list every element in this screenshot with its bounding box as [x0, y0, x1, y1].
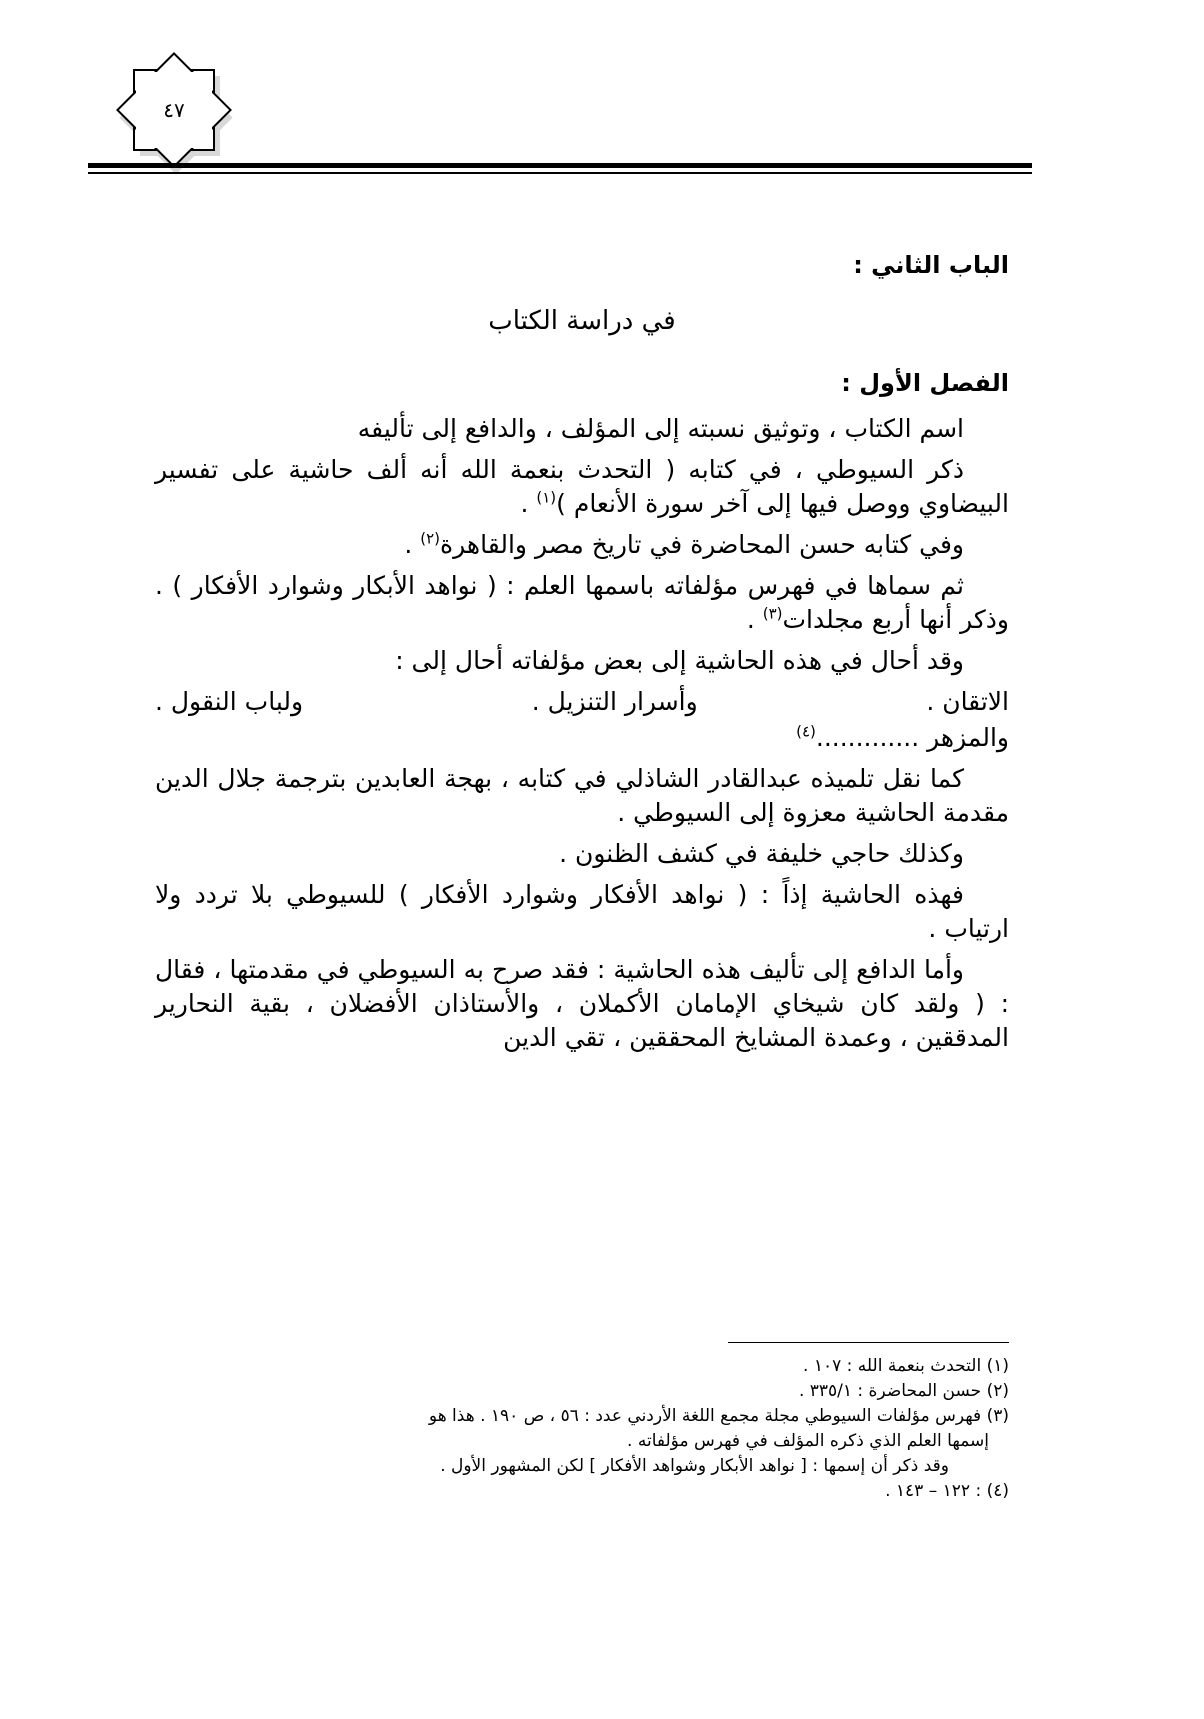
- paragraph-6: وكذلك حاجي خليفة في كشف الظنون .: [559, 839, 964, 868]
- header-rule-thin: [88, 172, 1032, 174]
- paragraph-5: كما نقل تلميذه عبدالقادر الشاذلي في كتابه ، بهجة العابدين بترجمة جلال الدين مقدمة الحاشية معزوة إلى السيوطي .: [155, 764, 1009, 827]
- paragraph-1: [155, 453, 1009, 521]
- footnote-separator: [728, 1342, 1009, 1343]
- footnote-4: (٤) : ١٢٢ – ١٤٣ .: [885, 1481, 1009, 1501]
- paragraph-2: [155, 528, 1009, 562]
- chapter-title: في دراسة الكتاب: [488, 306, 676, 336]
- paragraph-3-text: ثم سماها في فهرس مؤلفاته باسمها العلم : ( نواهد الأبكار وشوارد الأفكار ) . وذكر أنها أربع مجلدات: [155, 571, 1009, 634]
- footnote-3-note: وقد ذكر أن إسمها : [ نواهد الأبكار وشواهد الأفكار ] لكن المشهور الأول .: [440, 1456, 949, 1476]
- paragraph-2-text: وفي كتابه حسن المحاضرة في تاريخ مصر والقاهرة: [440, 530, 964, 559]
- chapter-heading: الباب الثاني :: [853, 251, 1009, 279]
- main-text: [155, 248, 1009, 1062]
- ref-work-itqan: الاتقان .: [926, 687, 1009, 716]
- footnote-3-continued: إسمها العلم الذي ذكره المؤلف في فهرس مؤلفاته .: [627, 1431, 989, 1451]
- footnote-ref-1: (١): [536, 488, 557, 507]
- paragraph-2-end: .: [404, 530, 421, 559]
- mazhar-text: والمزهر .............: [815, 723, 1009, 752]
- footnote-1: (١) التحدث بنعمة الله : ١٠٧ .: [803, 1356, 1009, 1376]
- page-number: ٤٧: [163, 98, 185, 122]
- header-rule-thick: [88, 163, 1032, 168]
- ref-work-lubab: ولباب النقول .: [155, 687, 304, 716]
- paragraph-3-end: .: [746, 605, 763, 634]
- footnote-ref-3: (٣): [762, 604, 783, 623]
- paragraph-8: وأما الدافع إلى تأليف هذه الحاشية : فقد صرح به السيوطي في مقدمتها ، فقال : ( ولقد كان شيخاي الإمامان الأكملان ، والأستاذان الأفضلان ، بقية النحارير المدققين ، وعمدة المشايخ المحققين ، تقي الدين: [155, 955, 1009, 1052]
- paragraph-7: فهذه الحاشية إذاً : ( نواهد الأفكار وشوارد الأفكار ) للسيوطي بلا تردد ولا ارتياب .: [155, 880, 1009, 943]
- footnote-ref-2: (٢): [420, 529, 441, 548]
- ref-work-asrar: وأسرار التنزيل .: [531, 687, 698, 716]
- paragraph-1-text: ذكر السيوطي ، في كتابه ( التحدث بنعمة الله أنه ألف حاشية على تفسير البيضاوي ووصل فيها إلى آخر سورة الأنعام ): [155, 455, 1009, 518]
- footnote-2: (٢) حسن المحاضرة : ٣٣٥/١ .: [798, 1381, 1009, 1401]
- footnotes: [155, 1354, 1009, 1504]
- paragraph-4: وقد أحال في هذه الحاشية إلى بعض مؤلفاته أحال إلى :: [395, 646, 964, 675]
- footnote-ref-4: (٤): [796, 722, 816, 741]
- paragraph-1-end: .: [520, 489, 537, 518]
- footnote-3: (٣) فهرس مؤلفات السيوطي مجلة مجمع اللغة الأردني عدد : ٥٦ ، ص ١٩٠ . هذا هو: [428, 1406, 1009, 1426]
- section-heading: الفصل الأول :: [841, 369, 1009, 397]
- ref-work-mazhar: [155, 721, 1009, 755]
- section-title: اسم الكتاب ، وتوثيق نسبته إلى المؤلف ، والدافع إلى تأليفه: [357, 414, 964, 443]
- referenced-works-row: [155, 685, 1009, 719]
- paragraph-3: [155, 569, 1009, 637]
